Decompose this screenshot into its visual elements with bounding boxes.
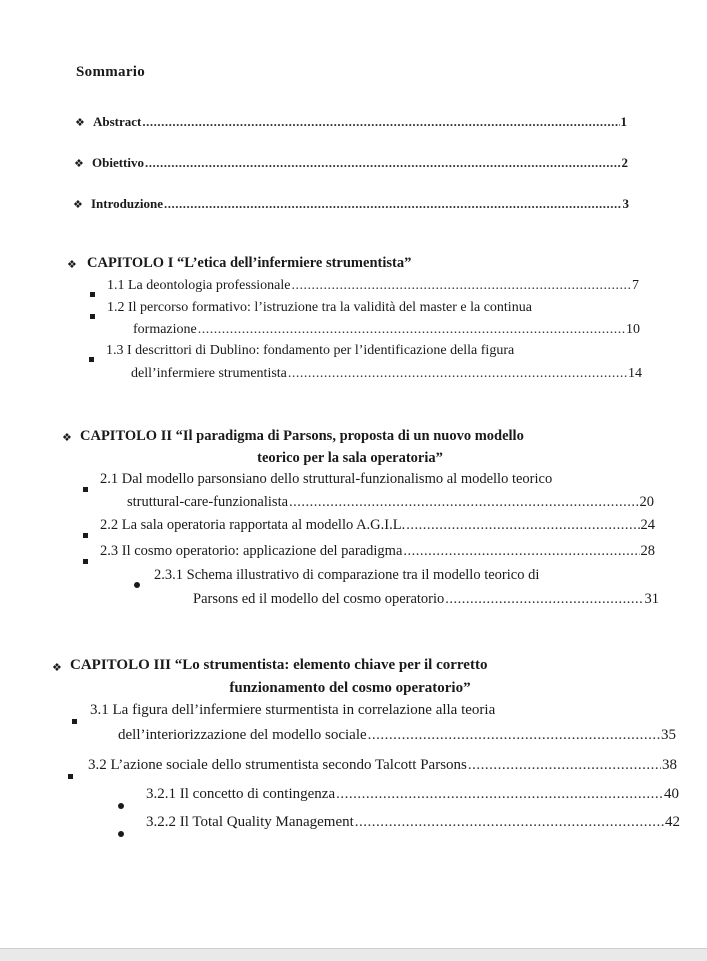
leader-dots [468, 757, 661, 774]
round-bullet-icon [118, 824, 124, 842]
round-bullet-icon [118, 796, 124, 814]
page-number: 2 [621, 155, 628, 170]
page-number: 1 [620, 114, 627, 129]
toc-entry-1-1[interactable] [107, 278, 639, 294]
leader-dots [292, 278, 631, 294]
entry-label: 2.1 Dal modello parsonsiano dello struttural-funzionalismo al modello teorico [100, 471, 553, 487]
leader-dots [164, 196, 622, 212]
square-bullet-icon [68, 766, 73, 784]
page-number: 38 [662, 757, 677, 773]
toc-entry-abstract[interactable] [93, 114, 627, 130]
scan-bottom-edge [0, 948, 707, 961]
toc-entry-2-1-line2[interactable] [127, 494, 654, 511]
leader-dots [142, 114, 619, 130]
chapter-3-heading-line2[interactable]: funzionamento del cosmo operatorio” [229, 680, 471, 696]
entry-label: Abstract [93, 114, 142, 129]
diamond-bullet-icon: ❖ [75, 117, 85, 129]
chapter-1-heading[interactable]: CAPITOLO I “L’etica dell’infermiere strumentista” [87, 255, 412, 271]
leader-dots [289, 494, 638, 511]
entry-label: 2.2 La sala operatoria rapportata al modello A.G.I.L. [100, 517, 406, 533]
page-number: 35 [661, 727, 676, 743]
diamond-bullet-icon: ❖ [52, 662, 62, 674]
toc-entry-3-1-line2[interactable] [118, 727, 676, 744]
chapter-2-heading-line2[interactable]: teorico per la sala operatoria” [257, 450, 443, 466]
page-number: 28 [640, 543, 655, 559]
toc-entry-3-2[interactable] [88, 757, 677, 774]
toc-entry-2-3[interactable] [100, 543, 655, 560]
toc-title: Sommario [76, 64, 146, 80]
leader-dots [445, 591, 643, 608]
toc-entry-1-2-line1[interactable] [107, 300, 532, 316]
toc-entry-2-3-1-line1[interactable] [154, 567, 539, 584]
leader-dots [145, 155, 621, 171]
toc-entry-introduzione[interactable] [91, 196, 629, 212]
toc-entry-3-2-1[interactable] [146, 786, 679, 803]
leader-dots [288, 366, 627, 382]
page-number: 14 [628, 366, 642, 381]
diamond-bullet-icon: ❖ [74, 158, 84, 170]
leader-dots [336, 786, 663, 803]
toc-entry-1-3-line1[interactable] [106, 343, 514, 359]
entry-label: 3.2.2 Il Total Quality Management [146, 814, 354, 830]
page-number: 20 [639, 494, 654, 510]
diamond-bullet-icon: ❖ [62, 432, 72, 444]
entry-label: formazione [133, 322, 197, 337]
entry-label: 3.2.1 Il concetto di contingenza [146, 786, 336, 802]
square-bullet-icon [83, 551, 88, 569]
entry-label: struttural-care-funzionalista [127, 494, 289, 510]
diamond-bullet-icon: ❖ [73, 199, 83, 211]
page-number: 10 [626, 322, 640, 337]
entry-label: 1.1 La deontologia professionale [107, 278, 291, 293]
entry-label: 2.3 Il cosmo operatorio: applicazione del paradigma [100, 543, 403, 559]
square-bullet-icon [83, 525, 88, 543]
toc-entry-2-2[interactable] [100, 517, 655, 534]
entry-label: dell’interiorizzazione del modello sociale [118, 727, 367, 743]
page-number: 31 [644, 591, 659, 607]
entry-label: Obiettivo [92, 155, 144, 170]
leader-dots [355, 814, 664, 831]
toc-entry-3-2-2[interactable] [146, 814, 680, 831]
page-number: 3 [622, 196, 629, 211]
toc-entry-2-3-1-line2[interactable] [193, 591, 659, 608]
leader-dots [368, 727, 660, 744]
page-number: 24 [640, 517, 655, 533]
toc-entry-obiettivo[interactable] [92, 155, 628, 171]
chapter-3-heading-line1[interactable]: CAPITOLO III “Lo strumentista: elemento chiave per il corretto [70, 657, 488, 673]
entry-label: dell’infermiere strumentista [131, 366, 287, 381]
entry-label: 1.3 I descrittori di Dublino: fondamento per l’identificazione della figura [106, 343, 515, 358]
entry-label: 2.3.1 Schema illustrativo di comparazione tra il modello teorico di [154, 567, 540, 583]
leader-dots [198, 322, 625, 338]
leader-dots [403, 543, 639, 560]
diamond-bullet-icon: ❖ [67, 259, 77, 271]
entry-label: 1.2 Il percorso formativo: l’istruzione tra la validità del master e la continua [107, 300, 532, 315]
entry-label: Introduzione [91, 196, 163, 211]
entry-label: 3.2 L’azione sociale dello strumentista secondo Talcott Parsons [88, 757, 467, 773]
page-number: 42 [665, 814, 680, 830]
square-bullet-icon [90, 284, 95, 302]
chapter-2-heading-line1[interactable]: CAPITOLO II “Il paradigma di Parsons, proposta di un nuovo modello [80, 428, 524, 444]
toc-entry-1-2-line2[interactable] [133, 322, 640, 338]
entry-label: 3.1 La figura dell’infermiere sturmentista in correlazione alla teoria [90, 702, 496, 718]
square-bullet-icon [83, 479, 88, 497]
round-bullet-icon [134, 575, 140, 593]
square-bullet-icon [72, 711, 77, 729]
square-bullet-icon [90, 306, 95, 324]
square-bullet-icon [89, 349, 94, 367]
entry-label: Parsons ed il modello del cosmo operatorio [193, 591, 445, 607]
page-number: 7 [632, 278, 639, 293]
page-number: 40 [664, 786, 679, 802]
toc-entry-2-1-line1[interactable] [100, 471, 552, 488]
toc-entry-1-3-line2[interactable] [131, 366, 642, 382]
leader-dots [406, 517, 639, 534]
toc-entry-3-1-line1[interactable] [90, 702, 495, 719]
